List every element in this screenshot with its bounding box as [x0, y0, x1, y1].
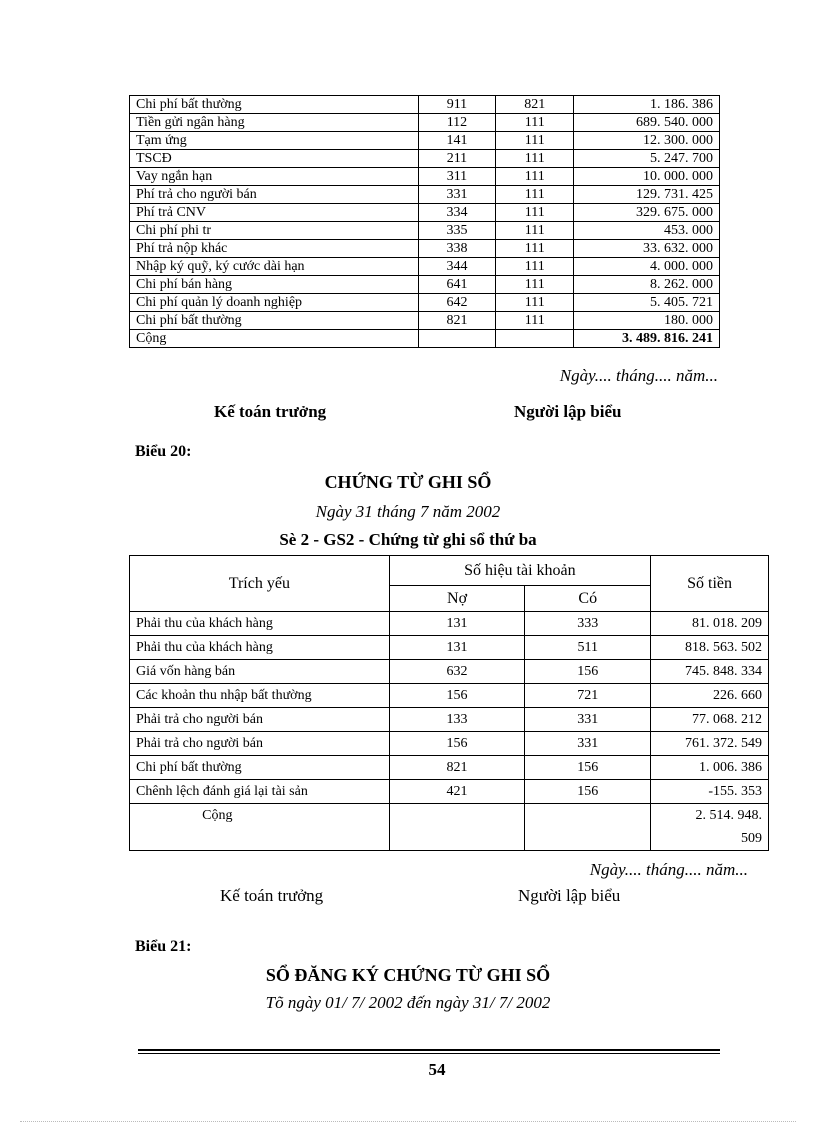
total-amount: [651, 804, 769, 851]
table-row: [130, 240, 720, 258]
table-row: [130, 96, 720, 114]
signature-preparer-2: Người lập biểu: [518, 886, 621, 905]
cell-desc: Phí trả cho người bán: [130, 186, 419, 204]
total-label: Cộng: [130, 804, 390, 851]
table-row: [130, 186, 720, 204]
page-edge-dotted: [20, 1121, 796, 1122]
cell-amount: 5. 247. 700: [574, 150, 720, 168]
cell-credit: 111: [496, 294, 574, 312]
table-row: [130, 294, 720, 312]
cell-desc: Phí trả nộp khác: [130, 240, 419, 258]
table-row: [130, 204, 720, 222]
cell-amount: 453. 000: [574, 222, 720, 240]
signature-chief-accountant-2: Kế toán trưởng: [220, 886, 324, 905]
header-debit: Nợ: [389, 586, 525, 612]
cell-amount: 761. 372. 549: [651, 732, 769, 756]
cell-debit: 112: [418, 114, 496, 132]
cell-desc: Các khoản thu nhập bất thường: [130, 684, 390, 708]
table-row: [130, 312, 720, 330]
cell-amount: 745. 848. 334: [651, 660, 769, 684]
cell-desc: Tạm ứng: [130, 132, 419, 150]
cell-credit: 111: [496, 240, 574, 258]
cell-desc: Chi phí bất thường: [130, 312, 419, 330]
table-row: [130, 756, 769, 780]
signature-preparer-1: Người lập biểu: [514, 402, 622, 421]
cell-debit: 344: [418, 258, 496, 276]
header-account-group: Số hiệu tài khoản: [389, 556, 650, 586]
table-row: [130, 258, 720, 276]
total-row: [130, 804, 769, 851]
header-credit: Có: [525, 586, 651, 612]
cell-amount: 8. 262. 000: [574, 276, 720, 294]
cell-desc: Vay ngắn hạn: [130, 168, 419, 186]
cell-credit: 111: [496, 258, 574, 276]
cell-credit: 111: [496, 186, 574, 204]
cell-amount: 689. 540. 000: [574, 114, 720, 132]
cell-credit: 111: [496, 132, 574, 150]
cell-amount: 226. 660: [651, 684, 769, 708]
cell-desc: Nhập ký quỹ, ký cước dài hạn: [130, 258, 419, 276]
cell-debit: 311: [418, 168, 496, 186]
total-amount-line-2: 509: [741, 831, 762, 846]
cell-credit: 331: [525, 732, 651, 756]
total-amount: 3. 489. 816. 241: [574, 330, 720, 348]
cell-credit: 331: [525, 708, 651, 732]
cell-desc: Phải trả cho người bán: [130, 732, 390, 756]
cell-desc: Chi phí phi tr: [130, 222, 419, 240]
cell-credit: 156: [525, 660, 651, 684]
header-amount: Số tiền: [651, 556, 769, 612]
section-21-title: SỔ ĐĂNG KÝ CHỨNG TỪ GHI SỔ: [265, 965, 551, 985]
header-desc: Trích yếu: [130, 556, 390, 612]
cell-debit: 335: [418, 222, 496, 240]
total-label: Cộng: [130, 330, 419, 348]
cell-amount: 1. 186. 386: [574, 96, 720, 114]
table-row: [130, 276, 720, 294]
cell-credit: 111: [496, 150, 574, 168]
cell-desc: Phải trả cho người bán: [130, 708, 390, 732]
section-20-subtitle: Sè 2 - GS2 - Chứng từ ghi sổ thứ ba: [279, 530, 537, 549]
cell-debit: 421: [389, 780, 525, 804]
cell-amount: 129. 731. 425: [574, 186, 720, 204]
cell-amount: 81. 018. 209: [651, 612, 769, 636]
cell-amount: 5. 405. 721: [574, 294, 720, 312]
cell-credit: 111: [496, 114, 574, 132]
cell-desc: Chi phí bất thường: [130, 756, 390, 780]
table-row: [130, 150, 720, 168]
cell-debit: 821: [418, 312, 496, 330]
cell-amount: 12. 300. 000: [574, 132, 720, 150]
cell-credit: 821: [496, 96, 574, 114]
cell-credit: 111: [496, 168, 574, 186]
cell-amount: 4. 000. 000: [574, 258, 720, 276]
cell-credit: 111: [496, 276, 574, 294]
table-row: [130, 708, 769, 732]
total-empty-credit: [525, 804, 651, 851]
section-20-date: Ngày 31 tháng 7 năm 2002: [315, 502, 501, 521]
cell-amount: 77. 068. 212: [651, 708, 769, 732]
cell-amount: 10. 000. 000: [574, 168, 720, 186]
cell-credit: 721: [525, 684, 651, 708]
footer-rule-bottom: [138, 1053, 720, 1054]
cell-desc: Giá vốn hàng bán: [130, 660, 390, 684]
cell-credit: 111: [496, 312, 574, 330]
cell-debit: 334: [418, 204, 496, 222]
cell-credit: 156: [525, 780, 651, 804]
section-20-label: Biểu 20:: [135, 443, 192, 460]
cell-debit: 641: [418, 276, 496, 294]
cell-debit: 821: [389, 756, 525, 780]
signature-chief-accountant-1: Kế toán trưởng: [214, 402, 327, 421]
page-number: 54: [428, 1060, 446, 1079]
cell-desc: Phải thu của khách hàng: [130, 636, 390, 660]
section-21-label: Biểu 21:: [135, 938, 192, 955]
cell-debit: 156: [389, 684, 525, 708]
journal-voucher-table: [129, 555, 769, 851]
total-empty-debit: [389, 804, 525, 851]
section-20-title: CHỨNG TỪ GHI SỔ: [324, 472, 492, 492]
total-row: [130, 330, 720, 348]
table-row: [130, 168, 720, 186]
cell-debit: 131: [389, 612, 525, 636]
cell-debit: 338: [418, 240, 496, 258]
table-row: [130, 780, 769, 804]
table-row: [130, 222, 720, 240]
total-empty-debit: [418, 330, 496, 348]
cell-desc: Tiền gửi ngân hàng: [130, 114, 419, 132]
table-row: [130, 132, 720, 150]
cell-debit: 133: [389, 708, 525, 732]
cell-credit: 111: [496, 222, 574, 240]
cell-debit: 131: [389, 636, 525, 660]
cell-credit: 111: [496, 204, 574, 222]
cell-amount: 818. 563. 502: [651, 636, 769, 660]
section-21-period: Tõ ngày 01/ 7/ 2002 đến ngày 31/ 7/ 2002: [265, 993, 551, 1012]
cell-desc: TSCĐ: [130, 150, 419, 168]
table-row: [130, 660, 769, 684]
cell-credit: 333: [525, 612, 651, 636]
cell-debit: 156: [389, 732, 525, 756]
cell-desc: Chi phí quản lý doanh nghiệp: [130, 294, 419, 312]
cell-debit: 211: [418, 150, 496, 168]
cell-debit: 141: [418, 132, 496, 150]
cell-credit: 511: [525, 636, 651, 660]
cell-debit: 911: [418, 96, 496, 114]
cell-amount: -155. 353: [651, 780, 769, 804]
table-row: [130, 732, 769, 756]
cell-amount: 329. 675. 000: [574, 204, 720, 222]
cell-desc: Chênh lệch đánh giá lại tài sản: [130, 780, 390, 804]
cell-debit: 632: [389, 660, 525, 684]
cell-desc: Phải thu của khách hàng: [130, 612, 390, 636]
total-amount-line-1: 2. 514. 948.: [695, 808, 762, 823]
date-line-2: Ngày.... tháng.... năm...: [589, 860, 748, 879]
table-row: [130, 684, 769, 708]
cell-amount: 180. 000: [574, 312, 720, 330]
cell-amount: 33. 632. 000: [574, 240, 720, 258]
total-empty-credit: [496, 330, 574, 348]
footer-rule-top: [138, 1049, 720, 1051]
cell-credit: 156: [525, 756, 651, 780]
cell-desc: Chi phí bán hàng: [130, 276, 419, 294]
cell-debit: 331: [418, 186, 496, 204]
ledger-table-top: [129, 95, 720, 348]
date-line-1: Ngày.... tháng.... năm...: [559, 366, 718, 385]
cell-desc: Chi phí bất thường: [130, 96, 419, 114]
table-row: [130, 612, 769, 636]
table-row: [130, 636, 769, 660]
cell-debit: 642: [418, 294, 496, 312]
table-row: [130, 114, 720, 132]
cell-desc: Phí trả CNV: [130, 204, 419, 222]
cell-amount: 1. 006. 386: [651, 756, 769, 780]
